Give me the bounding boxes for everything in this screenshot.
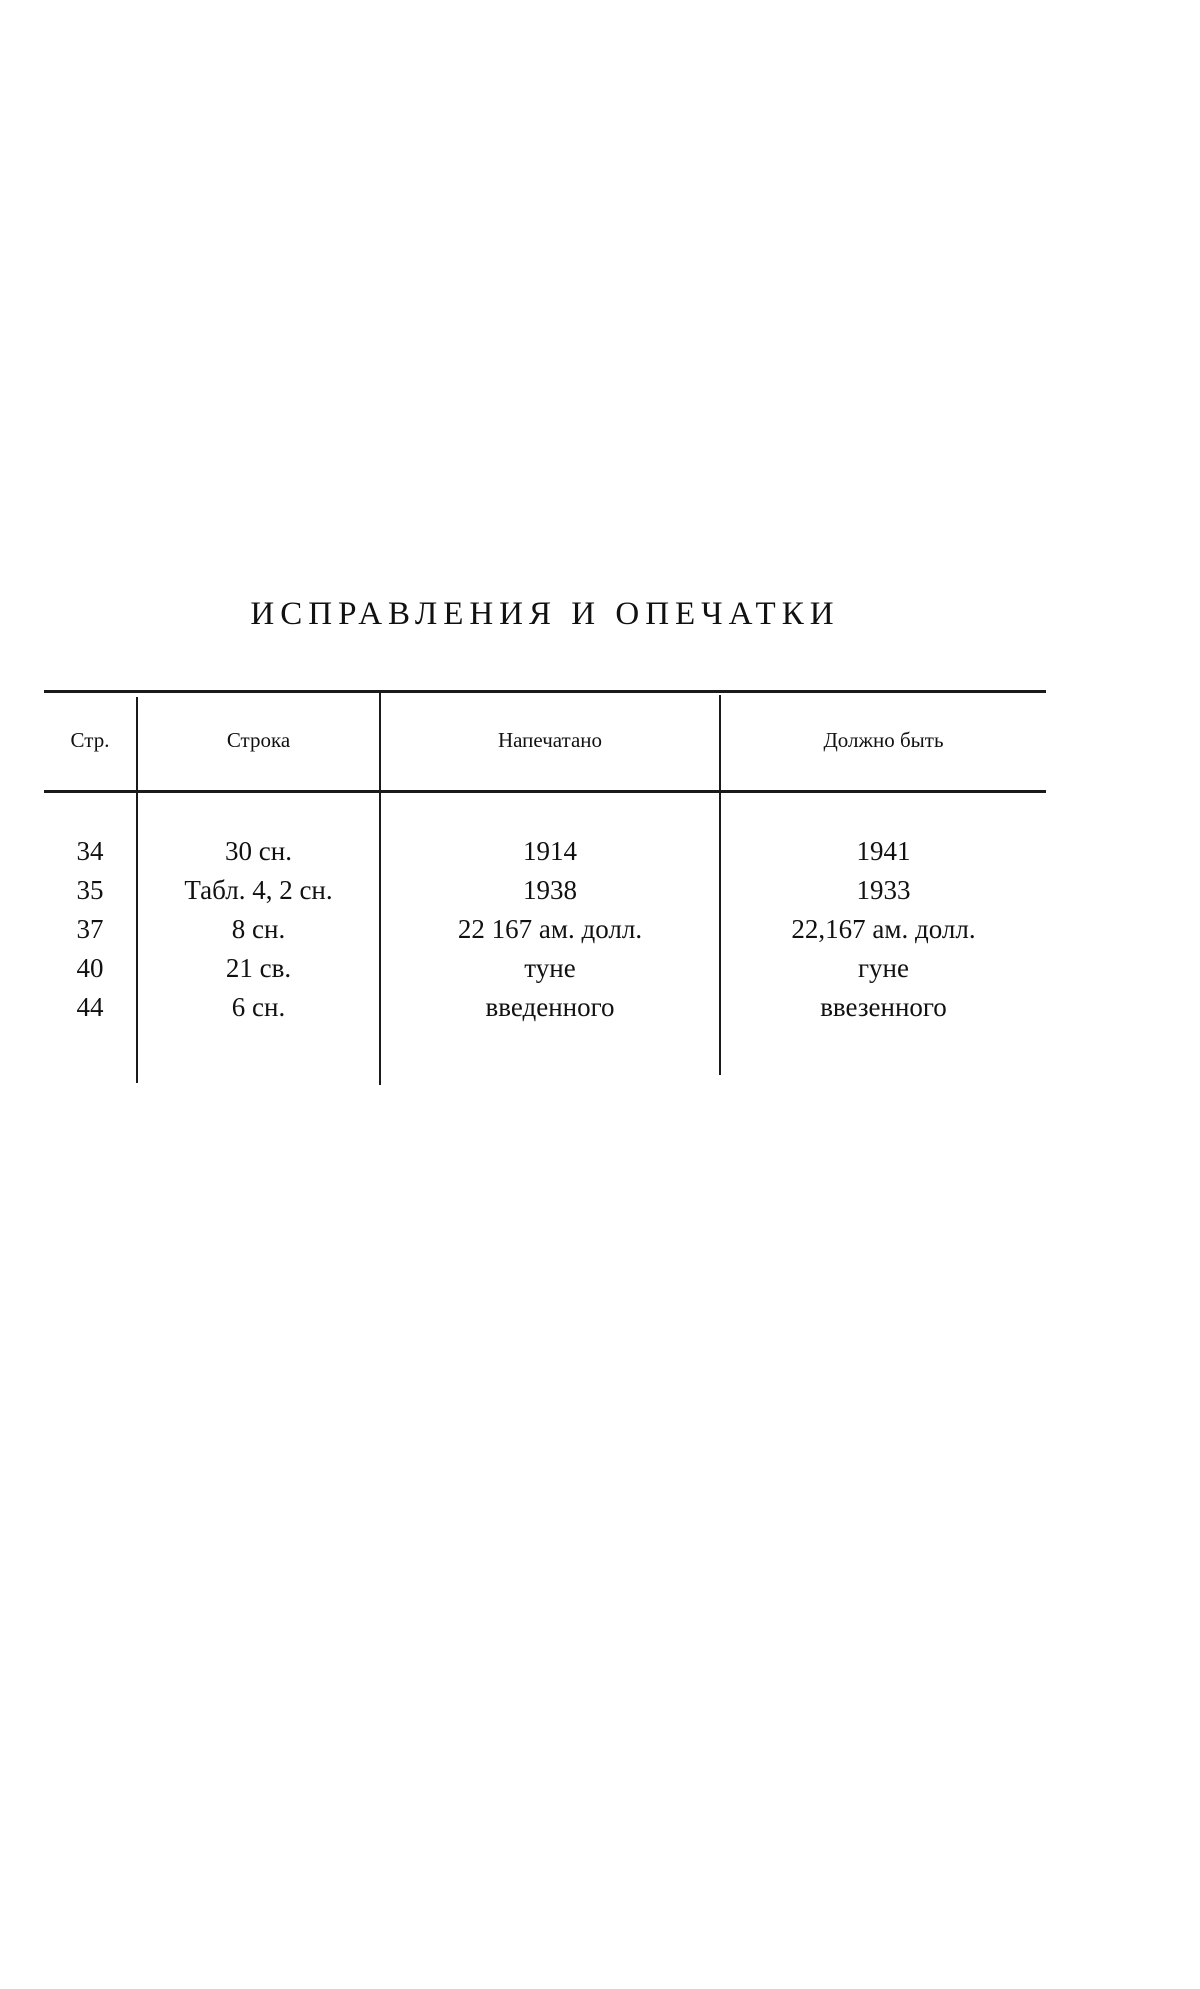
cell-should-be: ввезенного — [820, 992, 947, 1022]
cell-line: 6 сн. — [231, 992, 286, 1022]
cell-line: 8 сн. — [231, 914, 286, 944]
cell-printed: 1914 — [523, 836, 577, 866]
table-top-rule — [44, 690, 1046, 693]
cell-should-be: 1933 — [856, 875, 911, 905]
cell-should-be: 22,167 ам. долл. — [791, 914, 976, 944]
cell-printed: 1938 — [523, 875, 577, 905]
cell-page: 40 — [76, 953, 104, 983]
cell-printed: туне — [524, 953, 576, 983]
cell-line: Табл. 4, 2 сн. — [184, 875, 333, 905]
cell-page: 37 — [76, 914, 104, 944]
cell-line: 30 сн. — [225, 836, 292, 866]
page-title: ИСПРАВЛЕНИЯ И ОПЕЧАТКИ — [250, 596, 840, 632]
cell-printed: введенного — [485, 992, 615, 1022]
header-line: Строка — [226, 728, 291, 752]
cell-page: 34 — [76, 836, 104, 866]
cell-should-be: гуне — [857, 953, 909, 983]
header-page: Стр. — [70, 728, 110, 752]
header-printed: Напечатано — [497, 728, 603, 752]
header-should-be: Должно быть — [823, 728, 944, 752]
table-header-rule — [44, 790, 1046, 793]
cell-printed: 22 167 ам. долл. — [457, 914, 643, 944]
cell-line: 21 св. — [225, 953, 292, 983]
cell-page: 44 — [76, 992, 104, 1022]
cell-page: 35 — [76, 875, 104, 905]
cell-should-be: 1941 — [856, 836, 911, 866]
